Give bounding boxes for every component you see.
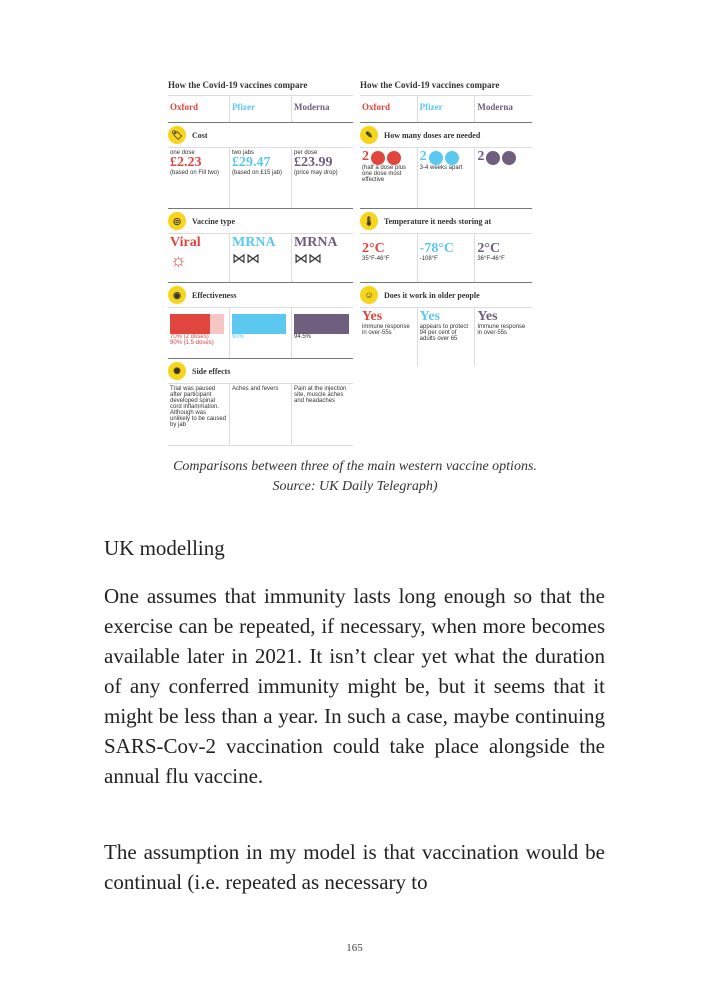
page-number: 165 <box>346 942 363 954</box>
infographic-title: How the Covid-19 vaccines compare <box>168 78 353 96</box>
cost-pre: per dose <box>294 150 318 156</box>
cost-note: (based on Fill two) <box>170 170 220 176</box>
vaccine-pfizer: Pfizer <box>418 96 476 122</box>
side-text: Pain at the injection site, muscle aches and headaches <box>294 386 347 404</box>
dose-count: 2 <box>419 149 427 164</box>
cost-pre: one dose <box>170 150 195 156</box>
vaccine-moderna: Moderna <box>477 102 513 112</box>
type-value: Viral <box>170 235 201 250</box>
eff-text: 94.5% <box>294 334 312 340</box>
section-older: Does it work in older people <box>384 290 480 300</box>
temp-value: -78°C <box>419 241 455 256</box>
side-text: Trial was paused after participant developed spinal cord inflammation. Although was unlikely to be caused by jab <box>168 384 230 445</box>
cost-note: (based on £15 jab) <box>232 170 283 176</box>
sun-virus-icon: ☼ <box>170 250 187 270</box>
vaccine-moderna: Moderna <box>294 102 330 112</box>
type-value: MRNA <box>232 235 276 250</box>
dose-note: 3-4 weeks apart <box>419 165 463 172</box>
dose-count: 2 <box>477 149 485 164</box>
section-doses: How many doses are needed <box>384 130 481 140</box>
virus-icon: ◎ <box>168 212 186 230</box>
temp-value: 2°C <box>477 241 501 256</box>
target-icon: ◉ <box>168 286 186 304</box>
paragraph: One assumes that immunity lasts long enough so that the exercise can be repeated, if necessary, when more becomes available later in 2021. It isn’t clear yet what the duration of any conferred immunity might be, but it seems that it might be less than a year. In such a case, maybe continuing SARS-Cov-2 vaccination could take place alongside the annual flu vaccine. <box>104 584 605 788</box>
older-value: Yes <box>419 309 440 324</box>
type-value: MRNA <box>294 235 338 250</box>
cost-value: £23.99 <box>294 155 333 170</box>
older-note: appears to protect 94 per cent of adults over 65 <box>419 324 469 342</box>
vaccine-pfizer: Pfizer <box>230 96 292 122</box>
dose-note: (half a dose plus one dose most effective <box>362 165 407 184</box>
price-tag-icon: 🏷 <box>168 126 186 144</box>
older-note: Immune response in over-55s <box>477 324 526 336</box>
older-person-icon: ☺ <box>360 286 378 304</box>
older-value: Yes <box>362 309 383 324</box>
section-side: Side effects <box>192 366 231 376</box>
cost-note: (price may drop) <box>294 170 338 176</box>
section-effectiveness: Effectiveness <box>192 290 237 300</box>
syringe-icon: ✎ <box>360 126 378 144</box>
older-value: Yes <box>477 309 498 324</box>
dna-icon: ⋈⋈ <box>294 250 322 266</box>
cost-value: £2.23 <box>170 155 202 170</box>
side-text: Aches and fevers <box>230 384 292 445</box>
cost-pre: two jabs <box>232 150 255 156</box>
thermometer-icon: 🌡 <box>360 212 378 230</box>
infographic-right <box>360 78 532 366</box>
section-heading: UK modelling <box>104 536 225 560</box>
temp-note: -108°F <box>419 256 438 262</box>
infographic-title: How the Covid-19 vaccines compare <box>360 78 532 96</box>
figure-caption: Comparisons between three of the main western vaccine options. Source: UK Daily Telegraph) <box>173 459 537 494</box>
temp-note: 36°F-46°F <box>477 256 505 262</box>
section-cost: Cost <box>192 130 208 140</box>
paragraph: The assumption in my model is that vaccination would be continual (i.e. repeated as necessary to <box>104 840 605 894</box>
eff-text: 70% (2 doses) <box>170 334 209 340</box>
infographic-left <box>168 78 353 446</box>
temp-note: 35°F-46°F <box>362 256 390 262</box>
cost-value: £29.47 <box>232 155 271 170</box>
section-temp: Temperature it needs storing at <box>384 216 492 226</box>
vaccine-oxford: Oxford <box>168 96 230 122</box>
dna-icon: ⋈⋈ <box>232 250 260 266</box>
vaccine-oxford: Oxford <box>360 96 418 122</box>
effectiveness-bar <box>170 314 227 334</box>
older-note: immune response in over-55s <box>362 324 410 336</box>
section-type: Vaccine type <box>192 216 236 226</box>
effectiveness-bar <box>294 314 349 334</box>
eff-text: 90% (1.5 doses) <box>170 340 214 346</box>
temp-value: 2°C <box>362 241 385 256</box>
effectiveness-bar <box>232 314 286 334</box>
side-effects-icon: ✺ <box>168 362 186 380</box>
eff-text: 90% <box>232 334 245 340</box>
dose-count: 2 <box>362 149 369 164</box>
